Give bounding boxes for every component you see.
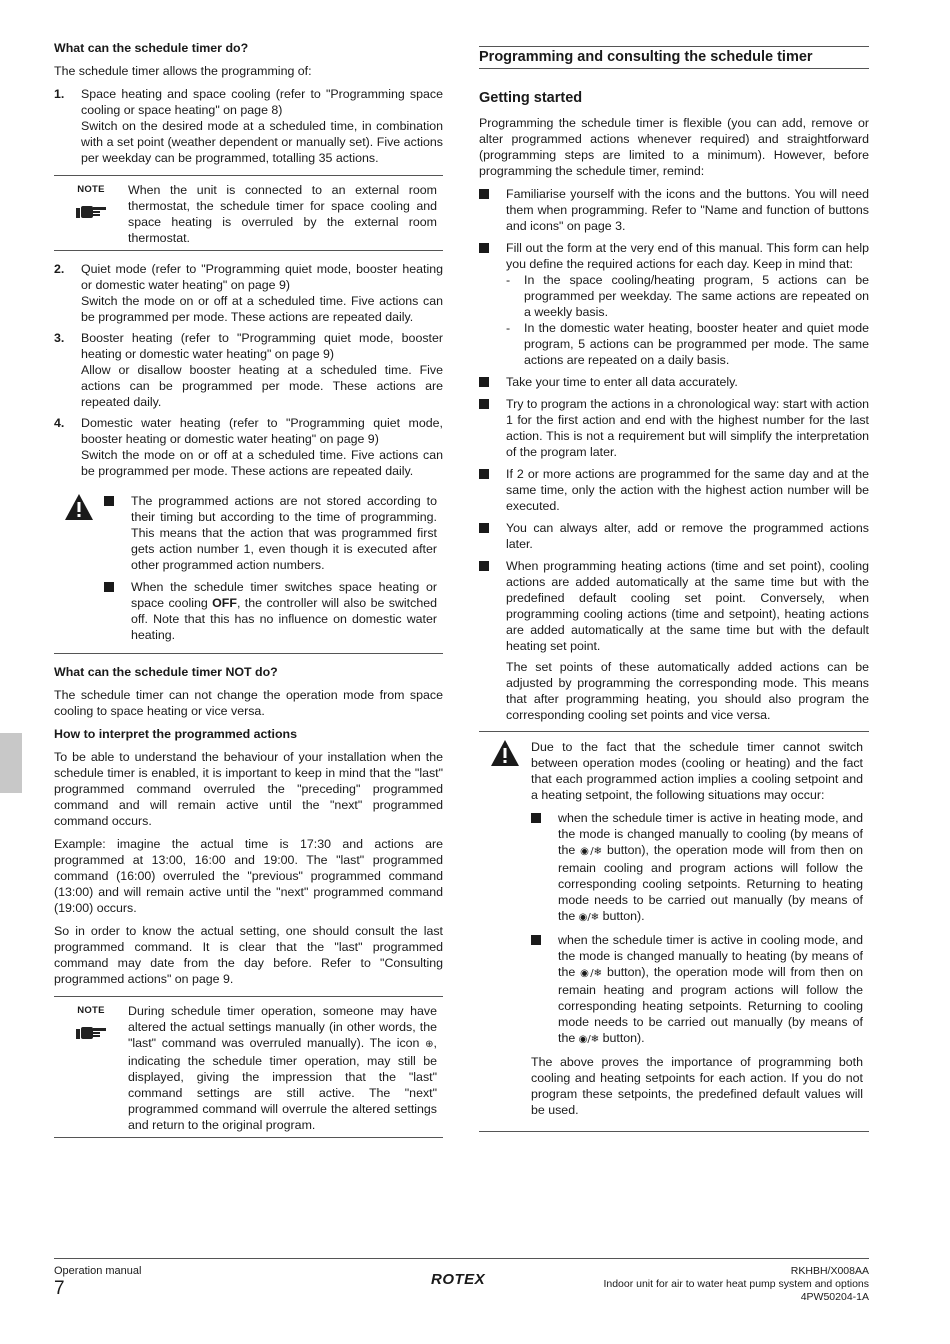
- section-title: Programming and consulting the schedule timer: [479, 46, 869, 69]
- bullet-square-icon: [104, 496, 114, 506]
- item-number: 3.: [54, 331, 65, 345]
- paragraph: So in order to know the actual setting, one should consult the last programmed command. It is clear that the "last" programmed command may date from the day before. Refer to "Consulting programmed actions" on page 9.: [54, 924, 443, 986]
- bullet-text: You can always alter, add or remove the programmed actions later.: [506, 521, 869, 551]
- section-heading-can-do: What can the schedule timer do?: [54, 41, 249, 55]
- pointing-hand-icon: [74, 202, 108, 220]
- page-number: 7: [54, 1278, 65, 1299]
- right-column: [479, 40, 869, 1132]
- warning-text: The above proves the importance of programming both cooling and heating setpoints for each action. If you do not program these setpoints, the predefined default values will be used.: [531, 1055, 863, 1117]
- item-number: 1.: [54, 87, 65, 101]
- bullet-square-icon: [479, 399, 489, 409]
- bullet-square-icon: [479, 243, 489, 253]
- dash-text: In the domestic water heating, booster heater and quiet mode program, 5 actions can be programmed per mode. The same actions are repeated on a daily basis.: [524, 321, 869, 367]
- list-item: [54, 86, 443, 166]
- bullet-item: [104, 579, 437, 643]
- bullet-item: [479, 558, 869, 723]
- bullet-text: Take your time to enter all data accurately.: [506, 375, 738, 389]
- list-item: [54, 415, 443, 479]
- left-column: [54, 40, 443, 1148]
- bullet-square-icon: [479, 189, 489, 199]
- bullet-text: Familiarise yourself with the icons and the buttons. You will need them when programming. Refer to "Name and function of buttons and icons" on page 3.: [506, 187, 869, 233]
- item-title: Booster heating (refer to "Programming quiet mode, booster heating or domestic water heating" on page 9): [81, 331, 443, 361]
- section-heading-cannot-do: What can the schedule timer NOT do?: [54, 665, 278, 679]
- footer-doc-info: [603, 1265, 869, 1304]
- bullet-square-icon: [479, 561, 489, 571]
- bullet-item: [104, 493, 437, 573]
- list-item: [54, 330, 443, 410]
- mode-toggle-icon: ◉/❄: [578, 1034, 600, 1045]
- item-title: Domestic water heating (refer to "Programming quiet mode, booster heating or domestic water heating" on page 9): [81, 416, 443, 446]
- note-text: During schedule timer operation, someone may have altered the actual settings manually (in other words, the "last" command was overruled manually). The icon ⊕, indicating the schedule timer operation, may still be displayed, giving the impression that the "last" command settings are still active. The "next" programmed command will overrule the altered settings and return to the original program.: [128, 1004, 437, 1132]
- bullet-square-icon: [104, 582, 114, 592]
- item-number: 4.: [54, 416, 65, 430]
- side-tab-marker: [0, 733, 22, 793]
- mode-toggle-icon: ◉/❄: [580, 846, 603, 857]
- note-label: NOTE: [77, 1005, 105, 1016]
- bullet-square-icon: [479, 523, 489, 533]
- bullet-text: The programmed actions are not stored according to their timing but according to the time of programming. This means that the action that was programmed first gets action number 1, even though it is executed after other programmed action numbers.: [131, 494, 437, 572]
- product-description: Indoor unit for air to water heat pump system and options: [603, 1278, 869, 1290]
- bullet-square-icon: [479, 469, 489, 479]
- mode-toggle-icon: ◉/❄: [580, 968, 603, 979]
- bullet-item: [479, 466, 869, 514]
- note-box: [54, 996, 443, 1138]
- note-box: [54, 175, 443, 251]
- warning-box: [54, 487, 443, 654]
- note-label: NOTE: [77, 184, 105, 195]
- bullet-text: The set points of these automatically added actions can be adjusted by programming the corresponding mode. This means that after programming heating, you should also program the corresponding cooling set points and vice versa.: [506, 660, 869, 722]
- bullet-item: [479, 520, 869, 552]
- doc-code: 4PW50204-1A: [800, 1291, 869, 1303]
- bullet-item: [531, 810, 863, 926]
- bullet-text: when the schedule timer is active in cooling mode, and the mode is changed manually to heating (by means of the ◉/❄ button), the operation mode will from then on remain heating and program actions will follow the corresponding heating setpoints. Returning to cooling mode needs to be carried out manually (by means of the ◉/❄ button).: [558, 933, 863, 1045]
- bullet-text: Fill out the form at the very end of this manual. This form can help you define the required actions for each day. Keep in mind that:: [506, 241, 869, 271]
- section-heading-interpret: How to interpret the programmed actions: [54, 727, 298, 741]
- bullet-text: when the schedule timer is active in heating mode, and the mode is changed manually to cooling (by means of the ◉/❄ button), the operation mode will from then on remain cooling and program actions will follow the corresponding cooling setpoints. Returning to heating mode needs to be carried out manually (by means of the ◉/❄ button).: [558, 811, 863, 923]
- paragraph: Example: imagine the actual time is 17:30 and actions are programmed at 13:00, 16:00 and 19:00. The "last" programmed command (16:00) overruled the "previous" programmed command (13:00) and will remain active until the "next" programmed command (19:00) occurs.: [54, 837, 443, 915]
- list-item: [54, 261, 443, 325]
- bullet-text: If 2 or more actions are programmed for the same day and at the same time, only the action with the highest action number will be executed.: [506, 467, 869, 513]
- item-text: Switch the mode on or off at a scheduled time. Five actions can be programmed per mode. These actions are repeated daily.: [81, 448, 443, 478]
- bullet-text: When programming heating actions (time and set point), cooling actions are added automatically at the same time but with the predefined default cooling set point. Conversely, when programming cooling actions (time and setpoint), heating actions are added automatically at the same time but with the default heating set point.: [506, 559, 869, 653]
- mode-toggle-icon: ◉/❄: [578, 912, 600, 923]
- dash-item: - In the domestic water heating, booster heater and quiet mode program, 5 actions can be programmed per mode. The same actions are repeated on a daily basis.: [506, 321, 869, 367]
- note-text: When the unit is connected to an external room thermostat, the schedule timer for space cooling and space heating is overruled by the external room thermostat.: [128, 183, 437, 245]
- bullet-item: [531, 932, 863, 1048]
- item-title: Space heating and space cooling (refer to "Programming space cooling or space heating" on page 8): [81, 87, 443, 117]
- bullet-item: [479, 240, 869, 368]
- warning-triangle-icon: [64, 493, 94, 521]
- model-code: RKHBH/X008AA: [790, 1265, 869, 1277]
- bullet-square-icon: [531, 935, 541, 945]
- paragraph: Programming the schedule timer is flexible (you can add, remove or alter programmed actions whenever required) and straightforward (programming steps are limited to a minimum). However, before programming the schedule timer, remind:: [479, 116, 869, 178]
- page-footer: [54, 1258, 869, 1303]
- bullet-item: [479, 374, 869, 390]
- item-title: Quiet mode (refer to "Programming quiet mode, booster heating or domestic water heating" on page 9): [81, 262, 443, 292]
- dash-item: - In the space cooling/heating program, 5 actions can be programmed per weekday. The same actions are repeated on a weekly basis.: [506, 273, 869, 319]
- bullet-square-icon: [479, 377, 489, 387]
- schedule-timer-icon: ⊕: [425, 1039, 434, 1050]
- intro-text: The schedule timer allows the programming of:: [54, 64, 312, 78]
- warning-text: Due to the fact that the schedule timer cannot switch between operation modes (cooling or heating) and the fact that each programmed action implies a cooling setpoint and a heating setpoint, the following situations may occur:: [531, 740, 863, 802]
- rotex-logo: ROTEX: [431, 1271, 486, 1288]
- bullet-text: Try to program the actions in a chronological way: start with action 1 for the first action and end with the highest number for the last action. This is not a requirement but will simplify the interpretation of the program later.: [506, 397, 869, 459]
- item-text: Allow or disallow booster heating at a scheduled time. Five actions can be programmed per mode. These actions are repeated daily.: [81, 363, 443, 409]
- warning-box: [479, 731, 869, 1132]
- dash-text: In the space cooling/heating program, 5 actions can be programmed per weekday. The same actions are repeated on a weekly basis.: [524, 273, 869, 319]
- bullet-text: When the schedule timer switches space heating or space cooling OFF, the controller will also be switched off. Note that this has no influence on domestic water heating.: [131, 580, 437, 642]
- warning-triangle-icon: [490, 739, 520, 767]
- item-number: 2.: [54, 262, 65, 276]
- bullet-item: [479, 396, 869, 460]
- subsection-title: Getting started: [479, 90, 583, 106]
- item-text: Switch the mode on or off at a scheduled time. Five actions can be programmed per mode. These actions are repeated daily.: [81, 294, 443, 324]
- paragraph: To be able to understand the behaviour of your installation when the schedule timer is enabled, it is important to keep in mind that the "last" programmed command overruled the "preceding" programmed command and will remain active until the "next" programmed command occurs.: [54, 750, 443, 828]
- footer-doc-type: Operation manual: [54, 1265, 142, 1277]
- pointing-hand-icon: [74, 1023, 108, 1041]
- bullet-item: [479, 186, 869, 234]
- item-text: Switch on the desired mode at a scheduled time, in combination with a set point (weather dependent or manually set). Five actions per weekday can be programmed, totalling 35 actions.: [81, 119, 443, 165]
- bullet-square-icon: [531, 813, 541, 823]
- paragraph: The schedule timer can not change the operation mode from space cooling to space heating or vice versa.: [54, 688, 443, 718]
